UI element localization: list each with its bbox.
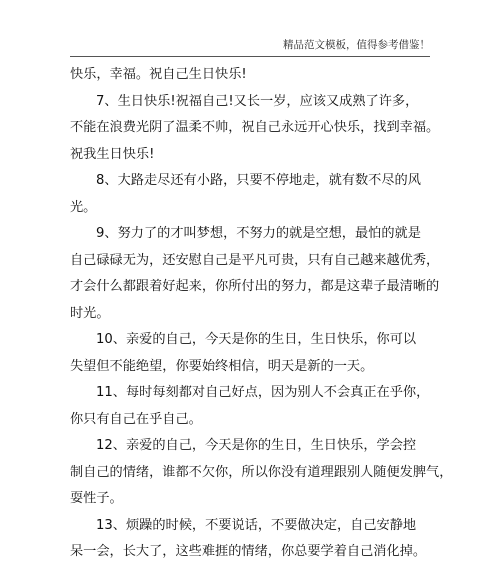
text-line: 制自己的情绪，谁都不欠你，所以你没有道理跟别人随便发脾气， [70, 464, 453, 480]
text-line: 不能在浪费光阴了温柔不帅，祝自己永远开心快乐，找到幸福。 [70, 120, 440, 135]
text-line: 7、生日快乐!祝福自己!又长一岁，应该又成熟了许多， [96, 93, 419, 109]
text-line: 9、努力了的才叫梦想，不努力的就是空想，最怕的就是 [96, 226, 421, 241]
text-line: 失望但不能绝望，你要始终相信，明天是新的一天。 [70, 358, 374, 374]
text-line: 才会什么都跟着好起来，你所付出的努力，都是这辈子最清晰的 [70, 279, 440, 294]
text-line: 10、亲爱的自己，今天是你的生日，生日快乐，你可以 [96, 332, 417, 347]
header-slogan: 精品范文模板，值得参考借鉴！ [283, 39, 430, 51]
text-line: 12、亲爱的自己，今天是你的生日，生日快乐，学会控 [96, 438, 417, 453]
text-line: 呆一会，长大了，这些难捱的情绪，你总要学着自己消化掉。 [70, 544, 427, 559]
text-line: 你只有自己在乎自己。 [70, 411, 202, 427]
text-line: 祝我生日快乐! [70, 146, 155, 162]
text-line: 快乐，幸福。祝自己生日快乐! [70, 67, 247, 82]
page-header [70, 36, 430, 57]
text-line: 13、烦躁的时候，不要说话，不要做决定，自己安静地 [96, 517, 417, 533]
document-body [70, 62, 453, 566]
text-line: 时光。 [70, 305, 110, 321]
text-line: 自己碌碌无为，还安慰自己是平凡可贵，只有自己越来越优秀， [70, 252, 440, 268]
text-line: 光。 [70, 199, 97, 215]
text-line: 耍性子。 [70, 491, 123, 506]
text-line: 8、大路走尽还有小路，只要不停地走，就有数不尽的风 [96, 173, 421, 188]
text-line: 11、每时每刻都对自己好点，因为别人不会真正在乎你， [96, 385, 430, 400]
